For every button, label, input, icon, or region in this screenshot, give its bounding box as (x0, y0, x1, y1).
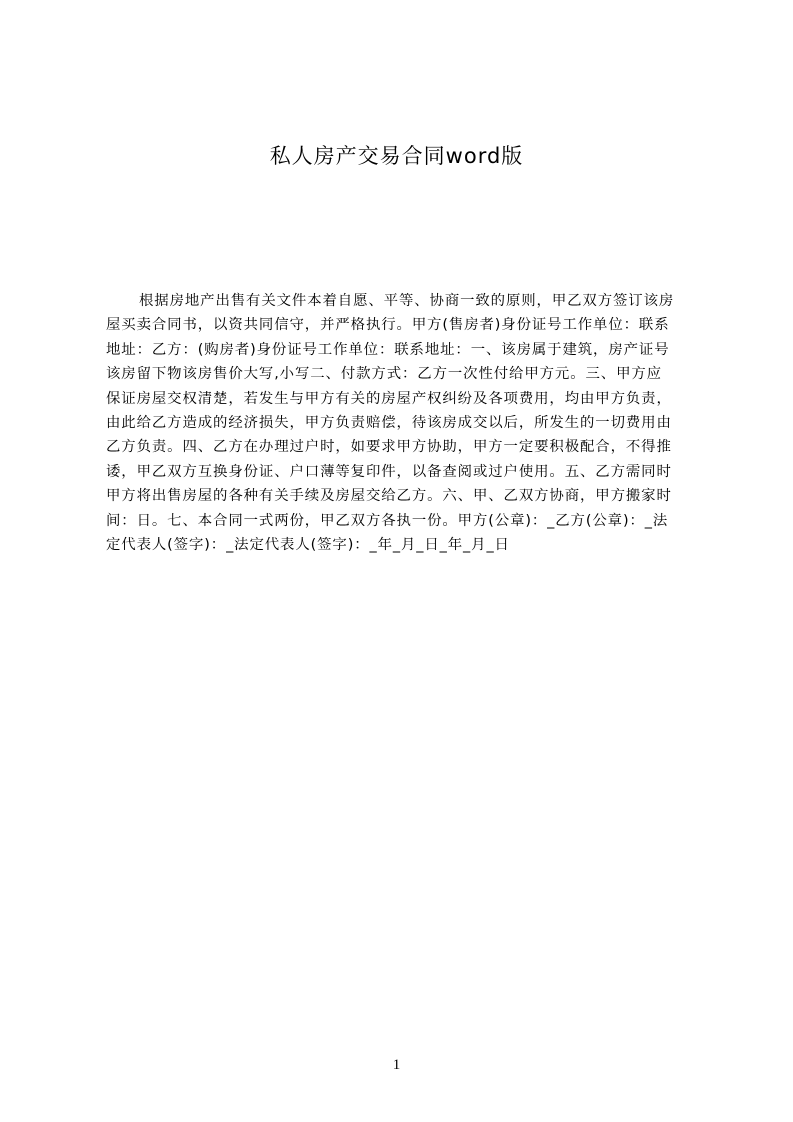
body-line: 该房留下物该房售价大写,小写二、付款方式：乙方一次性付给甲方元。三、甲方应 (106, 366, 662, 383)
body-line: 由此给乙方造成的经济损失，甲方负责赔偿，待该房成交以后，所发生的一切费用由 (106, 414, 672, 431)
body-line: 乙方负责。四、乙方在办理过户时，如要求甲方协助，甲方一定要积极配合，不得推 (106, 439, 672, 456)
body-line: 间：日。七、本合同一式两份，甲乙双方各执一份。甲方(公章)：_乙方(公章)：_法 (106, 512, 669, 529)
body-line: 屋买卖合同书，以资共同信守，并严格执行。甲方(售房者)身份证号工作单位：联系 (106, 317, 670, 334)
body-line: 定代表人(签字)：_法定代表人(签字)：_年_月_日_年_月_日 (106, 536, 510, 553)
contract-body (106, 289, 704, 557)
body-line: 地址：乙方：(购房者)身份证号工作单位：联系地址：一、该房属于建筑，房产证号 (106, 341, 670, 358)
body-line: 甲方将出售房屋的各种有关手续及房屋交给乙方。六、甲、乙双方协商，甲方搬家时 (106, 488, 672, 505)
body-line: 诿，甲乙双方互换身份证、户口薄等复印件，以备查阅或过户使用。五、乙方需同时 (106, 463, 672, 480)
document-title: 私人房产交易合同word版 (269, 144, 524, 168)
body-line: 根据房地产出售有关文件本着自愿、平等、协商一致的原则，甲乙双方签订该房 (139, 293, 675, 309)
page-number: 1 (392, 1057, 401, 1073)
body-line: 保证房屋交权清楚，若发生与甲方有关的房屋产权纠纷及各项费用，均由甲方负责， (106, 390, 672, 407)
